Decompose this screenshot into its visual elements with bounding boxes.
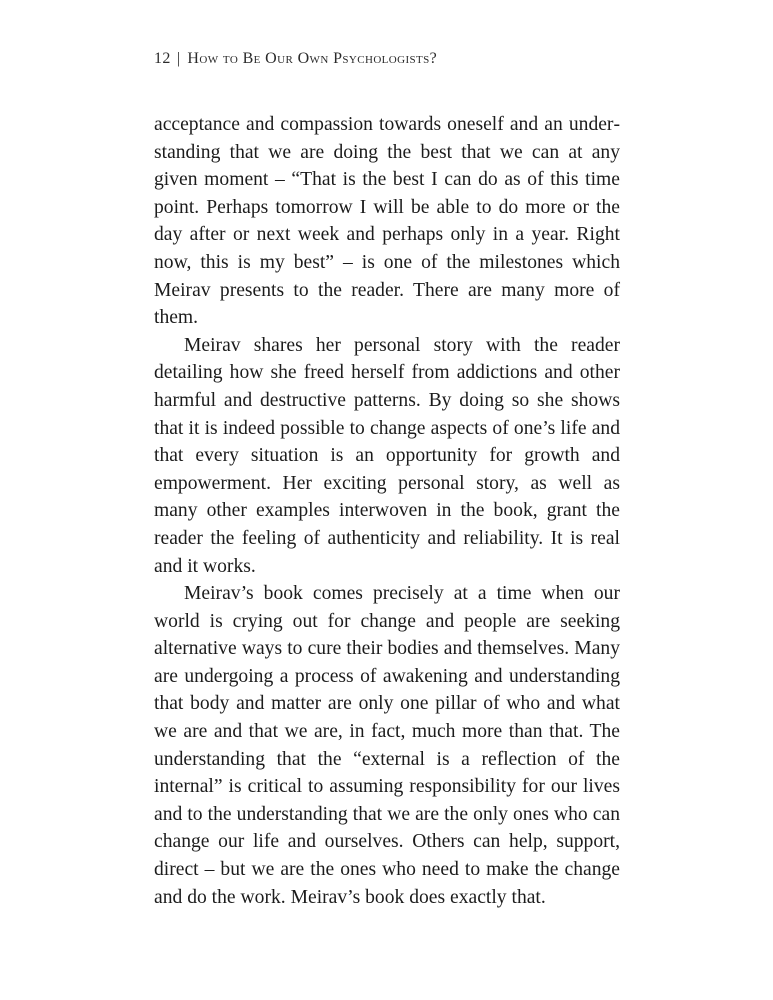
header-separator: |: [176, 50, 181, 67]
page-number: 12: [154, 50, 171, 67]
paragraph-continued: acceptance and compassion towards oneself and an understanding that we are doing the best that we can at any given moment – “That is the best I can do as of this time point. Perhaps tomorrow I will be able to do more or the day after or next week and perhaps only in a year. Right now, this is my best” – is one of the milestones which Meirav presents to the reader. There are many more of them.: [154, 114, 620, 329]
paragraph-book-timing: Meirav’s book comes precisely at a time when our world is crying out for change and people are seeking alternative ways to cure their bodies and themselves. Many are undergoing a process of awakening and understanding that body and matter are only one pillar of who and what we are and that we are, in fact, much more than that. The understanding that the “external is a reflection of the internal” is critical to assuming responsibility for our lives and to the understanding that we are the only ones who can change our life and ourselves. Others can help, support, direct – but we are the ones who need to make the change and do the work. Meirav’s book does exactly that.: [154, 583, 620, 908]
paragraph-personal-story: Meirav shares her personal story with the reader detailing how she freed herself from addictions and other harmful and destructive patterns. By doing so she shows that it is indeed possible to change aspects of one’s life and that every situation is an opportunity for growth and empowerment. Her exciting personal story, as well as many other examples interwoven in the book, grant the reader the feeling of authenticity and reliability. It is real and it works.: [154, 334, 620, 577]
book-title: How to Be Our Own Psychologists?: [187, 50, 438, 67]
body-text: [154, 111, 620, 911]
running-head: [154, 50, 437, 68]
